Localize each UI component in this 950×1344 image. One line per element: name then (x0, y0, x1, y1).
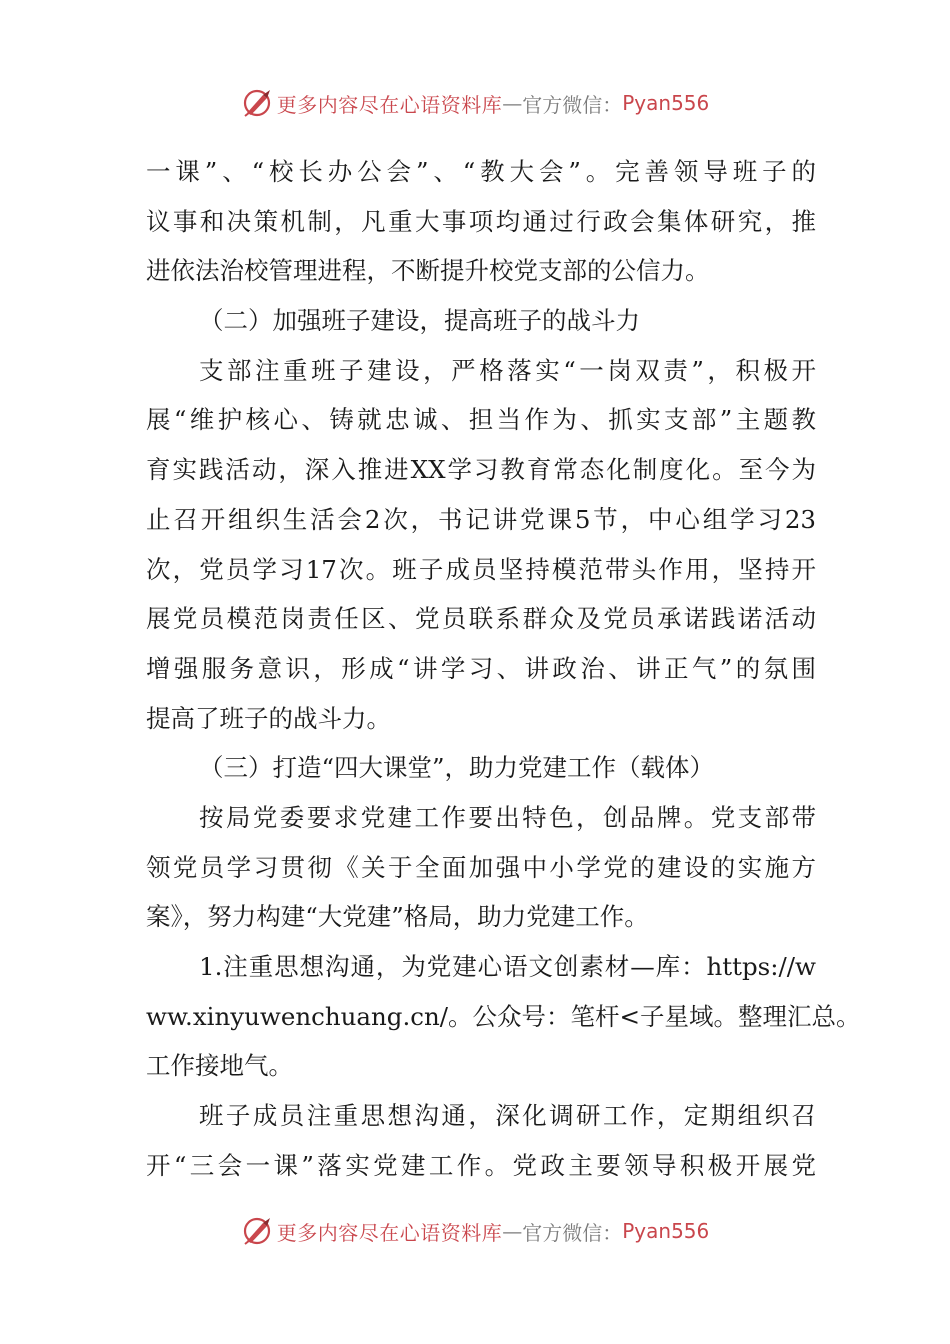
text-line-12: 提高了班子的战斗力。 (146, 703, 391, 733)
text-line-1: 一课”、“校长办公会”、“教大会”。完善领导班子的 (146, 157, 816, 186)
text-line-20: 班子成员注重思想沟通，深化调研工作，定期组织召 (199, 1101, 816, 1131)
text-line-6: 展“维护核心、铸就忠诚、担当作为、抓实支部”主题教 (146, 405, 816, 435)
text-line-10: 展党员模范岗责任区、党员联系群众及党员承诺践诺活动 (146, 604, 816, 634)
document-body (146, 147, 861, 1190)
text-line-7: 育实践活动，深入推进XX学习教育常态化制度化。至今为 (146, 455, 816, 485)
text-line-8: 止召开组织生活会2次，书记讲党课5节，中心组学习23 (146, 504, 816, 534)
text-line-21: 开“三会一课”落实党建工作。党政主要领导积极开展党 (146, 1150, 816, 1180)
section-heading-3: （三）打造“四大课堂”，助力党建工作（载体） (199, 753, 715, 783)
text-line-17: 1.注重思想沟通，为党建心语文创素材—库：https://w (199, 952, 816, 981)
footer-dash: — (502, 1219, 523, 1243)
header-wechat-id: Pyan556 (622, 91, 710, 115)
footer-wechat-label: 官方微信： (522, 1220, 623, 1245)
footer-site-text: 更多内容尽在心语资料库 (276, 1220, 503, 1245)
text-line-5: 支部注重班子建设，严格落实“一岗双责”，积极开 (199, 355, 816, 385)
header-dash: — (502, 91, 523, 115)
text-line-19: 工作接地气。 (146, 1051, 293, 1081)
text-line-11: 增强服务意识，形成“讲学习、讲政治、讲正气”的氛围 (146, 653, 816, 683)
text-line-15: 领党员学习贯彻《关于全面加强中小学党的建设的实施方 (146, 852, 816, 882)
header-banner (0, 83, 950, 123)
text-line-9: 次，党员学习17次。班子成员坚持模范带头作用，坚持开 (146, 554, 816, 584)
footer-banner (0, 1211, 950, 1251)
pen-logo-icon (241, 86, 275, 120)
text-line-18: ww.xinyuwenchuang.cn/。公众号：笔杆<子星域。整理汇总。 (146, 1001, 861, 1031)
text-line-2: 议事和决策机制，凡重大事项均通过行政会集体研究，推 (146, 206, 816, 236)
pen-logo-icon (241, 1214, 275, 1248)
text-line-16: 案》，努力构建“大党建”格局，助力党建工作。 (146, 902, 649, 932)
section-heading-2: （二）加强班子建设，提高班子的战斗力 (199, 306, 640, 336)
header-site-text: 更多内容尽在心语资料库 (276, 92, 503, 117)
footer-wechat-id: Pyan556 (622, 1219, 710, 1243)
header-wechat-label: 官方微信： (522, 92, 623, 117)
text-line-14: 按局党委要求党建工作要出特色，创品牌。党支部带 (199, 802, 816, 832)
text-line-3: 进依法治校管理进程，不断提升校党支部的公信力。 (146, 256, 710, 286)
